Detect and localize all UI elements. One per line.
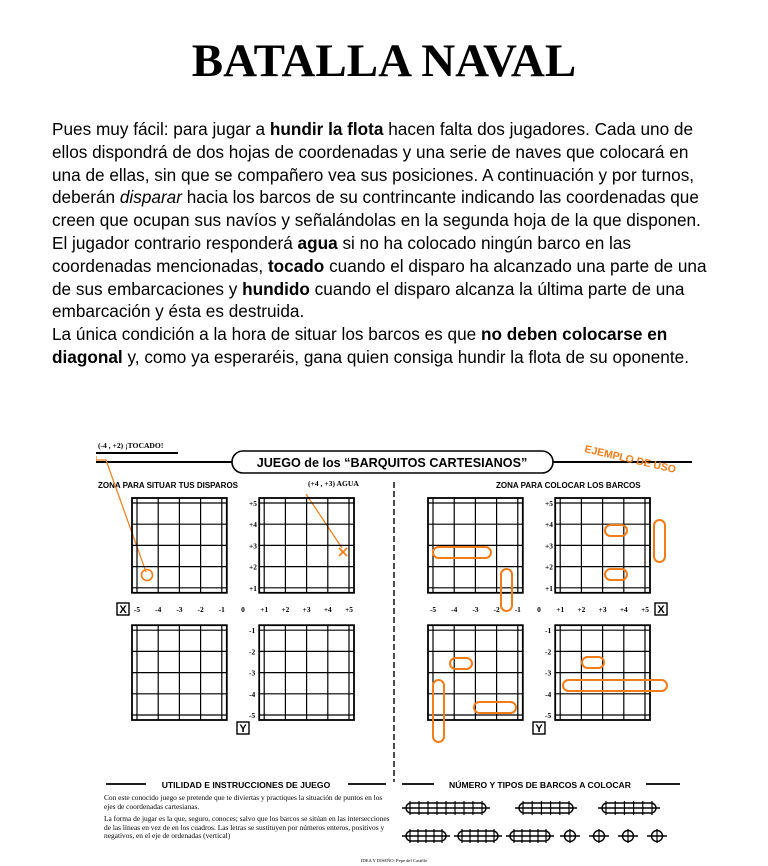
game-title: JUEGO de los “BARQUITOS CARTESIANOS” bbox=[256, 456, 528, 470]
ship-two-1 bbox=[402, 829, 450, 843]
x-tick-label: +2 bbox=[577, 605, 586, 614]
y-tick-label: +2 bbox=[249, 562, 257, 572]
intro-run: y, como ya esperaréis, gana quien consiga hundir la flota de su oponente bbox=[122, 346, 685, 367]
page-title: BATALLA NAVAL bbox=[191, 35, 577, 87]
y-tick-label: +4 bbox=[249, 520, 257, 530]
credit: IDEA Y DISEÑO: Pepe del Castillo bbox=[360, 858, 428, 863]
intro-run: cuando el disparo ha alcanzado una parte de una de sus embarcaciones y bbox=[52, 255, 707, 299]
y-tick-label: -5 bbox=[249, 711, 256, 720]
x-tick-label: -3 bbox=[472, 605, 479, 614]
water-marker bbox=[339, 548, 347, 556]
ship-three-2 bbox=[598, 801, 660, 815]
hit-callout-line bbox=[96, 456, 146, 572]
intro-run: hundido bbox=[242, 278, 310, 299]
intro-run: . bbox=[684, 346, 689, 367]
shot-markers bbox=[142, 548, 348, 581]
x-tick-label: +5 bbox=[345, 605, 353, 614]
ship-two-2 bbox=[454, 829, 502, 843]
x-tick-label: 0 bbox=[537, 605, 541, 614]
x-tick-label: -2 bbox=[197, 605, 204, 614]
x-tick-label: -3 bbox=[176, 605, 183, 614]
ships-title: NÚMERO Y TIPOS DE BARCOS A COLOCAR bbox=[449, 780, 631, 790]
ship-two-3 bbox=[506, 829, 554, 843]
x-tick-label: -1 bbox=[514, 605, 521, 614]
intro-run: cuando el disparo alcanza la última parte de una embarcación y ésta es destruida. bbox=[52, 278, 685, 322]
intro-run: no deben colocarse en diagonal bbox=[52, 324, 668, 367]
instructions-title: UTILIDAD E INSTRUCCIONES DE JUEGO bbox=[161, 780, 331, 790]
y-tick-label: -4 bbox=[545, 689, 552, 699]
ship-v-long bbox=[433, 680, 444, 742]
y-axis-letter: Y bbox=[239, 723, 247, 735]
ship-h-large bbox=[433, 547, 491, 558]
x-axis-letter: X bbox=[657, 604, 665, 616]
intro-run: disparar bbox=[119, 187, 182, 208]
ship-one bbox=[647, 829, 667, 843]
y-tick-label: +3 bbox=[249, 541, 257, 551]
x-tick-label: -2 bbox=[493, 605, 500, 614]
hit-marker bbox=[142, 570, 153, 581]
x-tick-label: -4 bbox=[451, 605, 458, 614]
intro-run: Pues muy fácil: para jugar a bbox=[52, 119, 270, 139]
ship-types bbox=[402, 801, 667, 843]
intro-paragraph-1 bbox=[52, 118, 712, 323]
y-tick-label: +3 bbox=[545, 541, 553, 551]
x-tick-label: +4 bbox=[619, 605, 628, 614]
x-tick-label: +3 bbox=[598, 605, 607, 614]
instructions-section bbox=[104, 780, 390, 864]
y-tick-label: +1 bbox=[249, 583, 257, 593]
ships-grid bbox=[428, 498, 667, 735]
y-tick-label: -4 bbox=[249, 689, 256, 699]
water-callout-line bbox=[306, 494, 342, 548]
ship-v-medium bbox=[501, 569, 512, 611]
x-tick-label: +1 bbox=[556, 605, 565, 614]
y-tick-label: -1 bbox=[249, 626, 256, 636]
ship-one bbox=[618, 829, 638, 843]
x-tick-label: 0 bbox=[241, 605, 245, 614]
y-tick-label: +1 bbox=[545, 583, 553, 593]
ship-one bbox=[589, 829, 609, 843]
instructions-paragraph-1: Con este conocido juego se pretende que te diviertas y practiques la situación de puntos en los ejes de coordenadas cartesianas. bbox=[104, 794, 383, 811]
intro-run: La única condición a la hora de situar los barcos es que bbox=[52, 324, 481, 345]
x-tick-label: +2 bbox=[281, 605, 290, 614]
shot-water-label: (+4 , +3) AGUA bbox=[308, 479, 359, 488]
ship-small-4 bbox=[582, 657, 604, 668]
intro-run: si no ha colocado ningún barco en las coordenadas mencionadas, bbox=[52, 232, 632, 276]
intro-run: hundir la flota bbox=[269, 119, 384, 139]
left-zone-label: ZONA PARA SITUAR TUS DISPAROS bbox=[98, 481, 239, 490]
example-badge: EJEMPLO DE USO bbox=[583, 443, 677, 476]
ships-section bbox=[402, 779, 680, 843]
x-tick-label: -4 bbox=[155, 605, 162, 614]
y-tick-label: +5 bbox=[249, 499, 257, 508]
y-tick-label: -2 bbox=[249, 647, 256, 657]
y-tick-label: +4 bbox=[545, 520, 553, 530]
intro-run: tocado bbox=[267, 255, 325, 276]
x-tick-label: -5 bbox=[429, 605, 437, 614]
y-tick-label: -5 bbox=[545, 711, 552, 720]
x-tick-label: +4 bbox=[323, 605, 332, 614]
x-tick-label: +5 bbox=[641, 605, 649, 614]
intro-run: hacia los barcos de su contrincante indicando las coordenadas que creen que ocupan sus navíos y señalándolas en la segunda hoja de la que disponen. El jugador contrario responderá bbox=[52, 187, 701, 253]
x-tick-label: +1 bbox=[260, 605, 269, 614]
ship-small-3 bbox=[450, 658, 472, 669]
x-tick-label: -5 bbox=[133, 605, 141, 614]
y-tick-label: -1 bbox=[545, 626, 552, 636]
intro-text bbox=[52, 118, 712, 369]
intro-run: agua bbox=[297, 232, 338, 253]
shots-grid bbox=[117, 498, 354, 735]
x-tick-label: +3 bbox=[302, 605, 311, 614]
x-tick-label: -1 bbox=[218, 605, 225, 614]
y-tick-label: -2 bbox=[545, 647, 552, 657]
ship-four bbox=[402, 801, 490, 815]
intro-paragraph-2 bbox=[52, 323, 712, 369]
y-tick-label: +5 bbox=[545, 499, 553, 508]
ship-h-medium bbox=[474, 702, 516, 713]
ship-three-1 bbox=[515, 801, 577, 815]
game-sheet bbox=[96, 438, 692, 864]
intro-run: hacen falta dos jugadores. Cada uno de ellos dispondrá de dos hojas de coordenadas y una serie de naves que colocará en una de ellas, sin que se compañero vea sus posiciones. A continuación y por turnos, deberán bbox=[52, 119, 695, 208]
y-tick-label: -3 bbox=[545, 668, 552, 678]
ship-one bbox=[560, 829, 580, 843]
y-tick-label: +2 bbox=[545, 562, 553, 572]
right-zone-label: ZONA PARA COLOCAR LOS BARCOS bbox=[496, 481, 641, 490]
ship-h-long bbox=[563, 680, 667, 691]
instructions-paragraph-2: La forma de jugar es la que, seguro, conoces; salvo que los barcos se sitúan en las intersecciones de las líneas en vez de en los cuadros. Las letras se sustituyen por números enteros, positivos y negativos, en el eje de ordenadas (vertical) bbox=[104, 814, 390, 841]
y-axis-letter: Y bbox=[535, 723, 543, 735]
shot-hit-label: (-4 , +2) ¡TOCADO! bbox=[98, 441, 164, 450]
y-tick-label: -3 bbox=[249, 668, 256, 678]
x-axis-letter: X bbox=[119, 604, 127, 616]
ship-v-right bbox=[654, 520, 665, 562]
